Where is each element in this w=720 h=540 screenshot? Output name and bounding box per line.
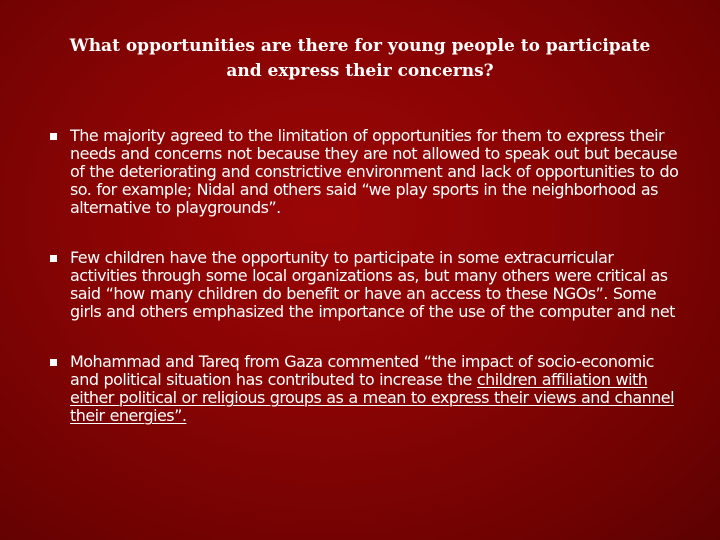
bullet-text-1: The majority agreed to the limitation of opportunities for them to express their needs and concerns not because they are not allowed to speak out but because of the deteriorating and constrictive environment and lack of opportunities to do so. for example; Nidal and others said “we play sports in the neighborhood as alternative to playgrounds”. — [70, 126, 679, 217]
square-bullet-icon — [50, 133, 57, 140]
bullet-text-3: Mohammad and Tareq from Gaza commented “the impact of socio-economic and political situation has contributed to increase the — [70, 352, 654, 389]
slide-title-line-1: What opportunities are there for young people to participate — [69, 36, 651, 56]
bullet-text-2: Few children have the opportunity to participate in some extracurricular activities through some local organizations as, but many others were critical as said “how many children do benefit or have an access to these NGOs”. Some girls and others emphasized the importance of the use of the computer and net — [70, 248, 675, 321]
square-bullet-icon — [50, 359, 57, 366]
slide-title-line-2: and express their concerns? — [226, 61, 494, 81]
bullet-item-2 — [50, 249, 680, 321]
slide-title — [40, 34, 680, 84]
bullet-list — [50, 127, 680, 425]
bullet-item-3 — [50, 353, 680, 425]
square-bullet-icon — [50, 255, 57, 262]
bullet-item-1 — [50, 127, 680, 217]
bullet-text-3-underlined: children affiliation with either political or religious groups as a mean to express their views and channel their energies”. — [70, 370, 674, 425]
